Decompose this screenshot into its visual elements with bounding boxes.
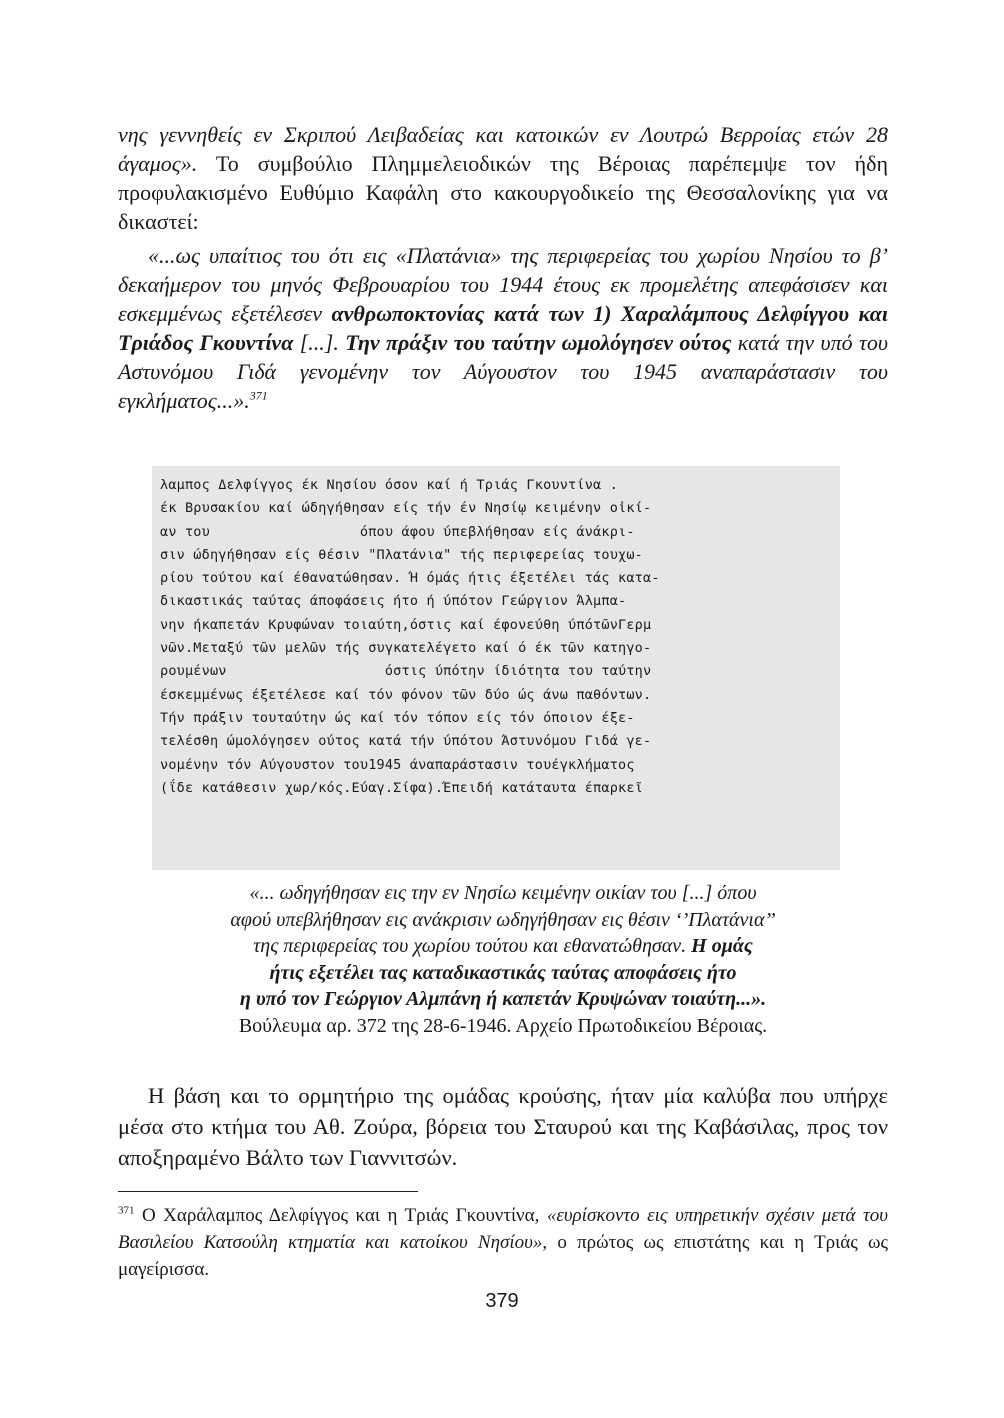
clipping-line: (ΐδε κατάθεσιν χωρ/κός.Εύαγ.Σίφα).Έπειδή κατάταυτα έπαρκεῖ: [160, 779, 644, 796]
footnote: [118, 1202, 888, 1283]
quote-bold-1: ανθρωποκτονίας κατά των 1) Χαραλάμπους Δελφίγγου και Τριάδος Γκουντίνα: [118, 301, 889, 355]
paragraph-intro: [118, 120, 888, 236]
quote-ending: νης γεννηθείς εν Σκριπού Λειβαδείας και κατοικών εν Λουτρώ Βερροίας ετών 28 άγαμος».: [118, 122, 888, 176]
caption-text: της περιφερείας του χωρίου τούτου και εθανατώθησαν.: [253, 935, 692, 957]
caption-source: Βούλευμα αρ. 372 της 28-6-1946. Αρχείο Πρωτοδικείου Βέροιας.: [238, 1014, 768, 1037]
clipping-line: σιν ώδηγήθησαν είς θέσιν "Πλατάνια" τής περιφερείας τουχω-: [160, 546, 644, 563]
document-clipping-image: [152, 466, 840, 870]
footnote-ref: 371: [249, 388, 268, 403]
clipping-line: ρουμένων όστις ύπότην ίδιότητα του ταύτην: [160, 663, 652, 680]
clipping-text: [160, 474, 660, 800]
caption-line: [100, 933, 906, 960]
caption-bold: Η ομάς: [691, 935, 753, 957]
footnote-divider: [118, 1191, 418, 1192]
court-quote: [118, 241, 888, 415]
clipping-line: ρίου τούτου καί έθανατώθησαν. Ή όμάς ήτις έξετέλει τάς κατα-: [160, 570, 660, 587]
caption-bold-line: ήτις εξετέλει τας καταδικαστικάς ταύτας αποφάσεις ήτο: [269, 961, 737, 984]
clipping-line: έκ Βρυσακίου καί ώδηγήθησαν είς τήν έν Νησίῳ κειμένην οἰκί-: [160, 500, 652, 517]
clipping-line: αν του όπου άφου ύπεβλήθησαν είς άνάκρι-: [160, 523, 635, 540]
page-number: 379: [485, 1290, 519, 1312]
paragraph-text: Το συμβούλιο Πλημμελειοδικών της Βέροιας παρέπεμψε τον ήδη προφυλακισμένο Ευθύμιο Καφάλη στο κακουργοδικείο της Θεσσαλονίκης για να δικαστεί:: [118, 151, 888, 234]
clipping-line: τελέσθη ώμολόγησεν ούτος κατά τήν ύπότου Άστυνόμου Γιδά γε-: [160, 733, 652, 750]
footnote-text: Ο Χαράλαμπος Δελφίγγος και η Τριάς Γκουντίνα,: [134, 1205, 547, 1226]
caption-bold-line: η υπό τον Γεώργιον Αλμπάνη ή καπετάν Κρυψώναν τοιαύτη...».: [239, 988, 767, 1010]
clipping-line: δικαστικάς ταύτας άποφάσεις ήτο ή ύπότον Γεώργιον Άλμπα-: [160, 593, 627, 610]
quote-text-3: κατά την υπό του Αστυνόμου Γιδά γενομένην τον Αύγουστον του 1945 αναπαράστασιν του εγκλήματος...».: [118, 330, 888, 413]
quote-text-1: «...ως υπαίτιος του ότι εις «Πλατάνια» της περιφερείας του χωρίου Νησίου το β’ δεκαήμερον του μηνός Φεβρουαρίου του 1944 έτους εκ προμελέτης απεφάσισεν και εσκεμμένως εξετέλεσεν: [118, 243, 888, 326]
quote-bold-2: Την πράξιν του ταύτην ωμολόγησεν ούτος: [345, 330, 732, 355]
clipping-caption: [100, 880, 906, 1039]
clipping-line: λαμπος Δελφίγγος έκ Νησίου όσον καί ή Τριάς Γκουντίνα .: [160, 477, 619, 493]
footnote-quote: «ευρίσκοντο εις υπηρετικήν σχέσιν μετά του Βασιλείου Κατσούλη κτηματία και κατοίκου Νησίου»: [118, 1205, 889, 1253]
paragraph-base: Η βάση και το ορμητήριο της ομάδας κρούσης, ήταν μία καλύβα που υπήρχε μέσα στο κτήμα του Αθ. Ζούρα, βόρεια του Σταυρού και της Καβάσιλας, προς τον αποξηραμένο Βάλτο των Γιαννιτσών.: [118, 1083, 888, 1170]
footnote-text: , ο πρώτος ως επιστάτης και η Τριάς ως μαγείρισσα.: [118, 1232, 888, 1280]
footnote-number: 371: [118, 1204, 135, 1217]
quote-text-2: [...].: [293, 330, 346, 355]
clipping-line: νῶν.Μεταξύ τῶν μελῶν τής συγκατελέγετο καί ό έκ τῶν κατηγο-: [160, 640, 652, 657]
clipping-line: νομένην τόν Αύγουστον του1945 άναπαράστασιν τουέγκλήματος: [160, 756, 635, 773]
clipping-line: Τήν πράξιν τουταύτην ώς καί τόν τόπον είς τόν όποιον έξε-: [160, 709, 635, 726]
caption-line: αφού υπεβλήθησαν εις ανάκρισιν ωδηγήθησαν εις θέσιν ‘’Πλατάνια’’: [230, 908, 776, 931]
caption-line: «... ωδηγήθησαν εις την εν Νησίω κειμένην οικίαν του [...] όπου: [249, 882, 757, 904]
clipping-line: νην ήκαπετάν Κρυφώναν τοιαύτη,όστις καί έφονεύθη ύπότῶνΓερμ: [160, 616, 652, 633]
clipping-line: έσκεμμένως έξετέλεσε καί τόν φόνον τῶν δύο ώς άνω παθόντων.: [160, 686, 652, 703]
